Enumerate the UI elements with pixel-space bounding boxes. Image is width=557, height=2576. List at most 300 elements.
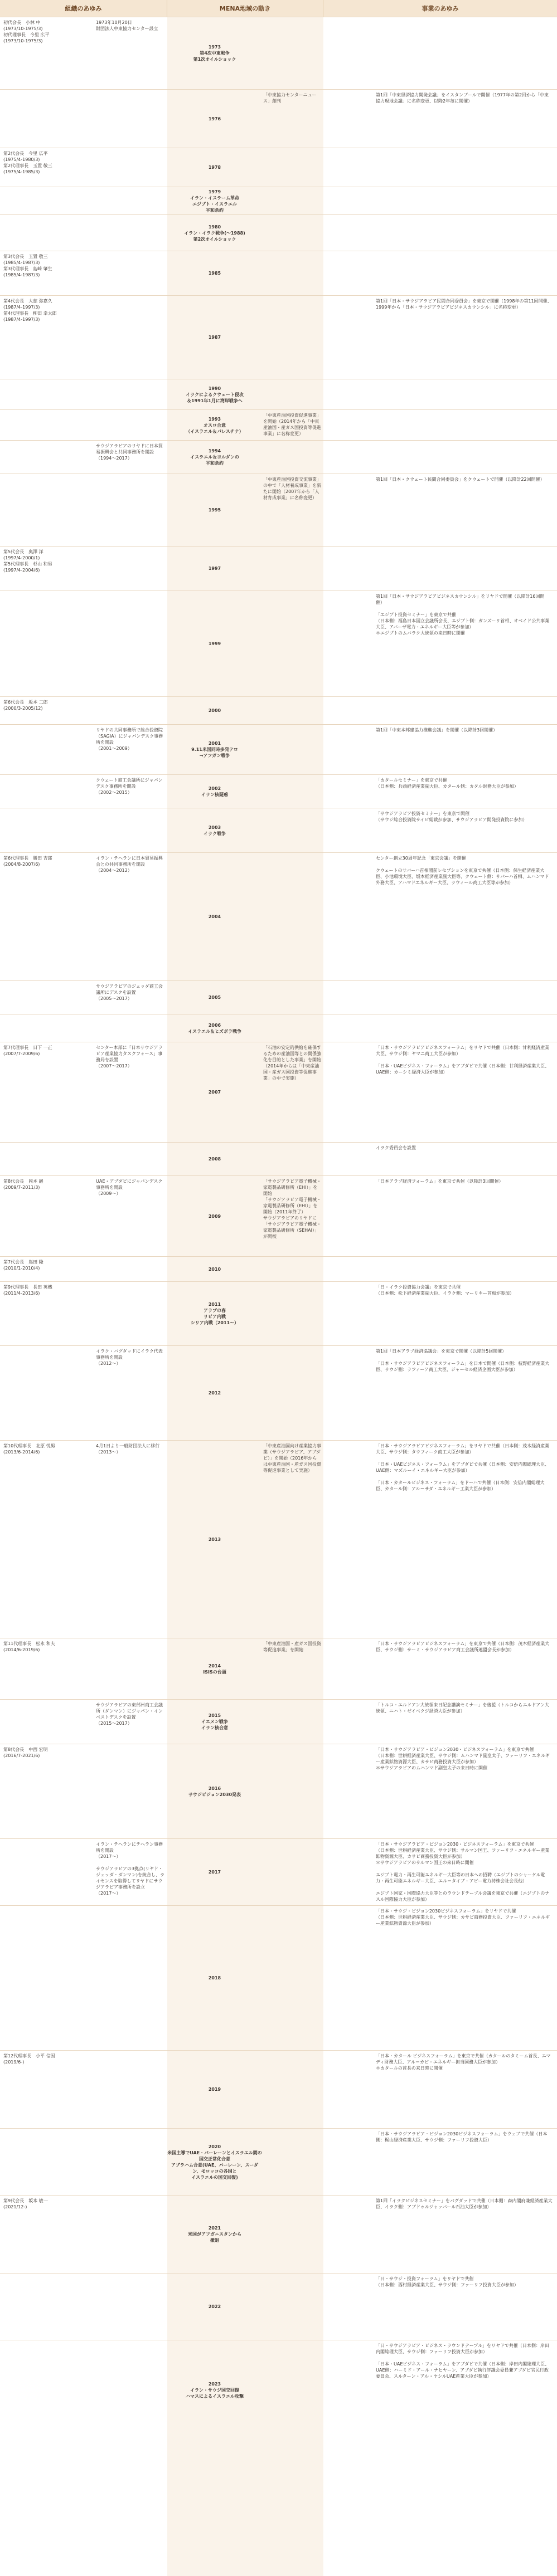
mena-cell — [167, 775, 323, 808]
year-box — [167, 547, 262, 591]
year-label: 1976 — [208, 116, 221, 121]
business-cell — [323, 547, 557, 591]
org-events: イラク・バグダッドにイラク代表事務所を開設 （2012〜） — [96, 1349, 163, 1366]
table-row — [0, 1256, 557, 1281]
org-officers: 第12代理事長 小平 信因 (2019/6-) — [3, 2053, 55, 2065]
org-cell — [0, 148, 167, 187]
year-box — [167, 1346, 262, 1440]
year-box — [167, 2340, 262, 2440]
year-box — [167, 853, 262, 980]
business-cell — [323, 148, 557, 187]
org-officers: 第9代理事長 長田 英機 (2011/4-2013/6) — [3, 1285, 52, 1296]
org-cell — [0, 547, 167, 591]
year-label: 2020 — [208, 2144, 221, 2149]
year-box — [167, 2129, 262, 2195]
mena-event: イラン核疑惑 — [201, 792, 228, 797]
org-officers: 第6代理事長 勝田 吉郎 (2004/8-2007/6) — [3, 856, 52, 867]
mena-cell — [167, 251, 323, 295]
year-box — [167, 1176, 262, 1256]
table-row — [0, 1838, 557, 1905]
mena-event: 9.11米国同時多発テロ →アフガン戦争 — [191, 747, 238, 758]
mena-cell — [167, 1906, 323, 2050]
mena-event: 米国主導でUAE・バーレーンとイスラエル間の国交正常化合意 アブラハム合意(UAE、バーレーン、スーダン、モロッコの各国と イスラエルの国交回復) — [167, 2150, 262, 2180]
business-cell — [323, 697, 557, 725]
mena-cell — [167, 379, 323, 409]
org-events: サウジアラビアの東部州商工会議所（ダンマン）にジャパン・インベストデスクを設置 （2015〜2017） — [96, 1702, 163, 1726]
japan-program: 「中東産油国投資促進事業」を開始（2014年から「中東産油国・産ガス国投資等促進事業」に名称変更） — [263, 413, 321, 436]
org-cell — [0, 697, 167, 725]
business-event: 「カタールセミナー」を東京で共催 （日本側：兵頭経済産業副大臣、カタール側：カタル財務大臣が参加） — [376, 778, 519, 789]
mena-event: イラクによるクウェート侵攻 ＆1991年1月に湾岸戦争へ — [186, 392, 244, 403]
year-box — [167, 379, 262, 409]
business-event: 「日本・サウジアラビアビジネスフォーラム」をリヤドで共催（日本側：甘利経済産業大臣、サウジ側：ヤマニ商工大臣が参加） 「日本・UAEビジネス・フォーラム」をアブダビで共催（日本側：甘利経済産業大臣、UAE側：カーシミ経済大臣が参加） — [376, 1045, 550, 1075]
year-box — [167, 981, 262, 1014]
business-cell — [323, 474, 557, 547]
business-cell — [323, 1143, 557, 1176]
table-row — [0, 774, 557, 808]
business-event: 「日本・サウジアラビアビジネスフォーラム」を東京で共催（日本側：茂木経済産業大臣、サウジ側：サーミ・サウジアラビア商工会議所連盟会長が参加） — [376, 1641, 550, 1652]
table-row — [0, 980, 557, 1014]
business-cell — [323, 2273, 557, 2340]
business-event: 「サウジアラビア投資セミナー」を東京で開催 （サウジ総合投資院サイビ総裁が参加、サウジアラビア開発投資院に参加） — [376, 811, 527, 822]
year-box — [167, 2273, 262, 2340]
year-label: 2016 — [208, 1785, 221, 1791]
mena-cell — [167, 1346, 323, 1440]
business-cell — [323, 1744, 557, 1839]
year-box — [167, 1744, 262, 1838]
business-cell — [323, 17, 557, 90]
org-cell — [0, 1143, 167, 1176]
org-events: UAE・アブダビにジャパンデスク事務所を開設 （2009〜） — [96, 1179, 163, 1196]
year-label: 2001 — [208, 741, 221, 746]
japan-program: 「中東産油国・産ガス国投資等促進事業」を開始 — [263, 1641, 321, 1652]
year-box — [167, 441, 262, 474]
japan-program: 「石油の安定的供給を確保するための産油国等との関係強化を目的とした事業」を開始 （2014年からは「中東産油国・産ガス国投資等促進事業」の中で実施） — [263, 1045, 321, 1081]
year-label: 2003 — [208, 824, 221, 830]
table-row — [0, 696, 557, 724]
business-event: 第1回「日本・サウジアラビアビジネスカウンシル」をリヤドで開催（以降計16回開催） 「エジプト投資セミナー」を東京で共催 （日本側：福島日本国立会議所会長、エジプト側：ガンズーリ首相、オベイド公共事業大臣、アバーザ電力・エネルギー大臣等が参加） ＊エジプトのムバラク大統領の来日時に開催 — [376, 594, 550, 636]
table-row — [0, 440, 557, 474]
org-cell — [0, 591, 167, 697]
table-row — [0, 1699, 557, 1744]
year-label: 1987 — [208, 335, 221, 340]
table-row — [0, 1638, 557, 1699]
mena-cell — [167, 1176, 323, 1256]
year-box — [167, 17, 262, 89]
business-event: 第1回「中東経済協力開発会議」をイスタンブールで開催（1977年の第2回から「中東協力現地会議」に名称変更、以降2年毎に開催） — [376, 92, 549, 104]
header-organization: 組織のあゆみ — [0, 0, 167, 17]
mena-cell — [167, 187, 323, 214]
mena-cell — [167, 2051, 323, 2128]
business-cell — [323, 1839, 557, 1906]
org-officers: 第2代会長 今里 広平 (1975/4-1980/3) 第2代理事長 玉置 敬三 (1975/4-1985/3) — [3, 151, 52, 174]
mena-event: ISISの台頭 — [203, 1669, 226, 1675]
year-box — [167, 1014, 262, 1042]
year-box — [167, 1143, 262, 1175]
table-row — [0, 17, 557, 89]
year-box — [167, 1282, 262, 1345]
year-label: 2021 — [208, 2226, 221, 2231]
org-cell — [0, 215, 167, 251]
org-cell — [0, 1042, 167, 1143]
table-row — [0, 1042, 557, 1142]
org-cell — [0, 1282, 167, 1346]
year-box — [167, 1700, 262, 1744]
mena-cell — [167, 1441, 323, 1638]
org-officers: 第3代会長 玉置 敬三 (1985/4-1987/3) 第3代理事長 島崎 肇生 (1985/4-1987/3) — [3, 254, 52, 277]
org-officers: 第7代理事長 日下 一正 (2007/7-2009/6) — [3, 1045, 52, 1056]
business-event: イラク委員会を設置 — [376, 1145, 416, 1150]
org-officers: 第5代会長 奥澤 洋 (1997/4-2000/1) 第5代理事長 杉山 和男 (1997/4-2004/6) — [3, 549, 52, 573]
table-row — [0, 295, 557, 379]
year-box — [167, 1906, 262, 2050]
mena-cell — [167, 296, 323, 379]
year-box — [167, 591, 262, 696]
japan-program: 「中東産油国投資交流事業」の中で「人材養成事業」を新たに開始（2007年から「人材育成事業」に名称変更） — [263, 477, 321, 500]
mena-cell — [167, 1014, 323, 1042]
mena-cell — [167, 1143, 323, 1175]
year-label: 2014 — [208, 1663, 221, 1668]
org-officers: 第8代会長 岡本 巖 (2009/7-2011/3) — [3, 1179, 43, 1190]
org-cell — [0, 1700, 167, 1744]
org-cell — [0, 474, 167, 547]
org-officers: 第11代理事長 松永 和夫 (2014/6-2019/6) — [3, 1641, 55, 1652]
business-cell — [323, 725, 557, 775]
table-row — [0, 591, 557, 696]
table-row — [0, 852, 557, 980]
mena-event: イスラエル＆ヒズボラ戦争 — [188, 1028, 241, 1034]
mena-cell — [167, 17, 323, 89]
mena-cell — [167, 725, 323, 774]
year-label: 1973 — [208, 45, 221, 50]
org-cell — [0, 725, 167, 775]
mena-cell — [167, 148, 323, 187]
org-events: 4月1日より一般財団法人に移行 （2013〜） — [96, 1443, 160, 1455]
business-event: 「トルコ・エルドアン大統領来日記念講演セミナー」を後援（トルコからエルドアン大統領、ニハト・ゼイベクジ経済大臣が参加） — [376, 1702, 549, 1714]
mena-event: イラン・サウジ国交回復 ハマスによるイスラエル攻撃 — [186, 2388, 244, 2399]
mena-event: イエメン戦争 イラン核合意 — [201, 1719, 228, 1730]
business-cell — [323, 1257, 557, 1282]
org-cell — [0, 1441, 167, 1638]
mena-cell — [167, 1744, 323, 1838]
year-label: 2002 — [208, 786, 221, 791]
table-row — [0, 724, 557, 774]
table-row — [0, 546, 557, 591]
japan-program: 「中東協力センターニュース」創刊 — [263, 92, 317, 104]
mena-cell — [167, 591, 323, 696]
mena-event: イスラエル＆ヨルダンの 平和条約 — [190, 455, 239, 466]
japan-program: 「サウジアラビア電子機械・家電製品研修所（EHI）」を開始 「サウジアラビア電子機械・家電製品研修所（EHI）」を開始（2011年終了） サウジアラビアのリヤドに「サウジアラビア電子機械・家電製品研修所（SEHAI）」が開校 — [263, 1179, 321, 1239]
year-label: 2011 — [208, 1302, 221, 1307]
business-cell — [323, 441, 557, 474]
table-row — [0, 2273, 557, 2340]
mena-cell — [167, 215, 323, 251]
year-label: 1995 — [208, 508, 221, 513]
mena-cell — [167, 1700, 323, 1744]
business-cell — [323, 410, 557, 441]
year-label: 2009 — [208, 1213, 221, 1219]
business-cell — [323, 1441, 557, 1638]
business-cell — [323, 591, 557, 697]
org-events: リヤドの共同事務所で総合投資院（SAGIA）にジャパンデスク事務所を開設 （2001〜2009） — [96, 728, 163, 751]
org-events: イラン・テヘランにテヘラン事務所を開設 （2017〜） サウジアラビアの3拠点(リヤド・ジェッダ・ダンマン)を統合し、ライセンスを取得してリヤドにサウジアラビア事務所を設立 （2017〜） — [96, 1842, 165, 1896]
org-events: センター本部に「日本サウジアラビア産業協力タスクフォース」事務局を設置 （2007〜2017） — [96, 1045, 163, 1069]
business-event: 「日・サウジアラビア・ビジネス・ラウンドテーブル」をリヤドで共催（日本側：岸田内閣総理大臣、サウジ側：ファーリフ投資大臣が参加） 「日本・UAEビジネス・フォーラム」をアブダビで共催（日本側：岸田内閣総理大臣、UAE側：ハーミド・アール・ナヒヤーン、アブダビ執行評議会委員兼アブダビ官民行政委員会、スルターン・アル・ヤシルUAE産業大臣が参加） — [376, 2343, 550, 2379]
year-box — [167, 1257, 262, 1281]
org-events: クウェート商工会議所にジャパンデスク事務所を開設 （2002〜2015） — [96, 778, 163, 795]
year-label: 2012 — [208, 1391, 221, 1396]
mena-cell — [167, 1638, 323, 1699]
mena-cell — [167, 697, 323, 724]
org-cell — [0, 2340, 167, 2441]
org-officers: 第9代会長 坂本 敏一 (2021/12-) — [3, 2198, 48, 2209]
business-cell — [323, 981, 557, 1014]
year-label: 2010 — [208, 1266, 221, 1272]
org-cell — [0, 775, 167, 808]
org-cell — [0, 1257, 167, 1282]
org-cell — [0, 808, 167, 853]
year-label: 2000 — [208, 708, 221, 713]
mena-event: イラン・イスラーム革命 エジプト・イスラエル 平和条約 — [190, 195, 239, 213]
mena-event: オスロ合意 （イスラエル＆パレスチナ） — [186, 422, 244, 434]
org-cell — [0, 2196, 167, 2273]
year-label: 2022 — [208, 2304, 221, 2309]
business-cell — [323, 1042, 557, 1143]
business-event: 「日本・サウジアラビア・ビジョン2030・ビジネスフォーラム」を東京で共催 （日本側：世耕経済産業大臣、サウジ側：サルマン国王、ファーリフ・エネルギー産業鉱物資源大臣、カサビ商務投資大臣が参加） ＊サウジアラビアのサルマン国王の来日時に開催 エジプト電力・再生可能エネルギー大臣等の日本への招聘（エジプトのシャーケル電力・再生可能エネルギー大臣、エル＝タイブ・アビー電力持株会社会長他） エジプト国家・国際協力大臣等とのラウンドテーブル会議を東京で共催（エジプトのナスル国際協力大臣が参加） — [376, 1842, 550, 1902]
mena-cell — [167, 441, 323, 474]
year-box — [167, 1441, 262, 1638]
org-cell — [0, 379, 167, 410]
year-box — [167, 1638, 262, 1699]
mena-event: 米国がアフガニスタンから 撤退 — [188, 2232, 241, 2243]
business-event: 「日・サウジ・投資フォーラム」をリヤドで共催 （日本側：西村経済産業大臣、サウジ側：ファーリフ投資大臣が参加） — [376, 2276, 519, 2287]
year-box — [167, 2051, 262, 2128]
mena-cell — [167, 1282, 323, 1345]
year-label: 2007 — [208, 1090, 221, 1095]
business-cell — [323, 1700, 557, 1744]
org-officers: 第8代会長 中西 宏明 (2016/7-2021/6) — [3, 1747, 48, 1758]
year-box — [167, 410, 262, 440]
year-label: 2005 — [208, 995, 221, 1000]
year-box — [167, 215, 262, 251]
year-label: 1993 — [208, 416, 221, 422]
year-label: 2015 — [208, 1713, 221, 1718]
business-event: 第1回「イラクビジネスセミナー」をバグダッドで共催（日本側：森内閣府兼経済産業大臣、イラク側：アブドゥルジャッバール石油大臣が参加） — [376, 2198, 553, 2209]
year-box — [167, 1839, 262, 1905]
year-label: 1978 — [208, 165, 221, 170]
org-officers: 初代会長 小林 中 (1973/10-1975/3) 初代理事長 今里 広平 (1973/10-1975/3) — [3, 20, 50, 43]
mena-cell — [167, 808, 323, 852]
year-box — [167, 474, 262, 546]
year-box — [167, 251, 262, 295]
mena-cell — [167, 547, 323, 591]
table-row — [0, 214, 557, 251]
mena-cell — [167, 2273, 323, 2340]
business-cell — [323, 1638, 557, 1700]
mena-cell — [167, 410, 323, 440]
year-label: 2017 — [208, 1870, 221, 1875]
business-cell — [323, 2340, 557, 2441]
org-officers: 第7代会長 嶌田 隆 (2010/1-2010/4) — [3, 1260, 43, 1271]
org-officers: 第4代会長 大慈 弥嘉久 (1987/4-1997/3) 第4代理事長 柳田 幸太郎 (1987/4-1997/3) — [3, 299, 57, 322]
org-cell — [0, 441, 167, 474]
business-event: 「日本・サウジアラビア・ビジョン2030ビジネスフォーラム」をウェブで共催（日本側：梶山経済産業大臣、サウジ側：ファーリフ投資大臣） — [376, 2131, 548, 2143]
business-cell — [323, 1282, 557, 1346]
mena-cell — [167, 2196, 323, 2273]
year-box — [167, 90, 262, 148]
org-cell — [0, 1176, 167, 1257]
org-cell — [0, 251, 167, 296]
year-label: 2004 — [208, 914, 221, 919]
table-row — [0, 379, 557, 409]
business-event: センター創立30周年記念「東京会議」を開催 クウェートのサバーハ首相閣前レセプションを東京で共催（日本側：保生経済産業大臣、小池環境大臣、坂本経済産業副大臣等、クウェート側：サバーハ首相、ムハンマド外務大臣、アハマドエネルギー大臣、ラウィール商工大臣等が参加） — [376, 856, 549, 885]
business-cell — [323, 1014, 557, 1042]
table-row — [0, 808, 557, 852]
japan-program: 「中東産油国向け産業協力事業（サウジアラビア、アブダビ）」を開始（2016年からは中東産油国・産ガス国投資等促進事業として実施） — [263, 1443, 321, 1473]
year-label: 1999 — [208, 641, 221, 646]
year-box — [167, 2196, 262, 2273]
table-row — [0, 1142, 557, 1175]
org-events: サウジアラビアのリヤドに日本貿易振興会と共同事務所を開設 （1994〜2017） — [96, 443, 163, 461]
mena-cell — [167, 2129, 323, 2195]
mena-event: アラブの春 リビア内戦 シリア内戦（2011〜） — [190, 1308, 239, 1325]
org-cell — [0, 1346, 167, 1441]
business-event: 「日本・サウジ・ビジョン2030ビジネスフォーラム」をリヤドで共催 （日本側：世耕経済産業大臣、サウジ側：カサビ商務投資大臣、ファーリフ・エネルギー産業鉱物資源大臣が参加） — [376, 1909, 550, 1926]
business-cell — [323, 775, 557, 808]
year-label: 1990 — [208, 386, 221, 391]
org-cell — [0, 296, 167, 379]
table-row — [0, 148, 557, 187]
mena-cell — [167, 474, 323, 546]
org-cell — [0, 853, 167, 981]
table-row — [0, 409, 557, 440]
header-mena: MENA地域の動き — [167, 0, 323, 17]
table-row — [0, 251, 557, 295]
table-row — [0, 1281, 557, 1345]
table-row — [0, 2050, 557, 2128]
year-label: 2013 — [208, 1536, 221, 1542]
org-officers: 第6代会長 坂本 二郎 (2000/3-2005/12) — [3, 700, 48, 711]
org-cell — [0, 17, 167, 90]
org-events: サウジアラビアのジェッダ商工会議所にデスクを設置 （2005〜2017） — [96, 984, 163, 1001]
mena-cell — [167, 1257, 323, 1281]
year-label: 2018 — [208, 1975, 221, 1980]
year-label: 2006 — [208, 1022, 221, 1028]
business-cell — [323, 90, 557, 148]
business-cell — [323, 808, 557, 853]
year-box — [167, 187, 262, 214]
table-row — [0, 1014, 557, 1042]
org-cell — [0, 1906, 167, 2051]
year-box — [167, 148, 262, 187]
business-cell — [323, 215, 557, 251]
org-events: 1973年10月20日 財団法人中東協力センター設立 — [96, 20, 158, 31]
table-row — [0, 2128, 557, 2195]
year-label: 1979 — [208, 189, 221, 194]
mena-event: サウジビジョン2030発表 — [188, 1792, 241, 1797]
org-events: イラン・テヘランに日本貿易振興会との共同事務所を開設 （2004〜2012） — [96, 856, 163, 873]
table-row — [0, 1440, 557, 1638]
year-label: 2023 — [208, 2382, 221, 2387]
year-box — [167, 808, 262, 852]
year-box — [167, 296, 262, 379]
business-cell — [323, 1346, 557, 1441]
year-label: 1980 — [208, 224, 221, 230]
year-box — [167, 775, 262, 808]
header-business: 事業のあゆみ — [323, 0, 557, 17]
business-cell — [323, 853, 557, 981]
org-cell — [0, 2129, 167, 2196]
mena-cell — [167, 981, 323, 1014]
table-row — [0, 187, 557, 214]
org-cell — [0, 1744, 167, 1839]
business-cell — [323, 251, 557, 296]
business-cell — [323, 2196, 557, 2273]
year-label: 1985 — [208, 271, 221, 276]
business-event: 「日・イラク投資協力会議」を東京で共催 （日本側：松下経済産業副大臣、イラク側：マーリキー首相が参加） — [376, 1285, 514, 1296]
table-row — [0, 2340, 557, 2440]
org-cell — [0, 1839, 167, 1906]
org-cell — [0, 90, 167, 148]
mena-cell — [167, 1042, 323, 1142]
business-event: 「日本アラブ経済フォーラム」を東京で共催（以降計3回開催） — [376, 1179, 503, 1184]
table-row — [0, 1345, 557, 1440]
table-row — [0, 474, 557, 546]
org-cell — [0, 1638, 167, 1700]
year-box — [167, 725, 262, 774]
year-box — [167, 1042, 262, 1142]
business-cell — [323, 2129, 557, 2196]
table-row — [0, 1905, 557, 2050]
org-cell — [0, 2273, 167, 2340]
year-box — [167, 697, 262, 724]
business-cell — [323, 1176, 557, 1257]
org-officers: 第10代理事長 北原 悦男 (2013/6-2014/6) — [3, 1443, 55, 1455]
business-event: 「日本・サウジアラビアビジネスフォーラム」をリヤドで共催（日本側：茂木経済産業大臣、サウジ側：タウフィーク商工大臣が参加） 「日本・UAEビジネス・フォーラム」をアブダビで共催（日本側：安倍内閣総理大臣、UAE側：マズルーイ・エネルギー大臣が参加） 「日本・カタールビジネス・フォーラム」をドーハで共催（日本側：安倍内閣総理大臣、カタール側：アル＝サダ・エネルギー工業大臣が参加） — [376, 1443, 550, 1491]
mena-cell — [167, 2340, 323, 2440]
mena-cell — [167, 853, 323, 980]
mena-event: イラク戦争 — [204, 831, 226, 836]
org-cell — [0, 981, 167, 1014]
business-cell — [323, 187, 557, 215]
business-cell — [323, 1906, 557, 2051]
business-event: 第1回「日本・クウェート民間合同委員会」をクウェートで開催（以降計22回開催） — [376, 477, 545, 482]
mena-cell — [167, 1839, 323, 1905]
org-cell — [0, 187, 167, 215]
business-cell — [323, 379, 557, 410]
table-row — [0, 89, 557, 148]
business-event: 第1回「日本アラブ経済協議会」を東京で開催（以降計5回開催） 「日本・サウジアラビアビジネスフォーラム」を日本で開催（日本側：枝野経済産業大臣、サウジ側：ラフィーア商工大臣、ジャーセル経済企画大臣が参加） — [376, 1349, 550, 1372]
year-label: 2019 — [208, 2087, 221, 2092]
table-row — [0, 1175, 557, 1256]
year-label: 1997 — [208, 566, 221, 571]
table-row — [0, 2195, 557, 2273]
table-row — [0, 1744, 557, 1838]
mena-event: イラン・イラク戦争(〜1988) 第2次オイルショック — [184, 230, 245, 242]
org-cell — [0, 410, 167, 441]
year-label: 1994 — [208, 448, 221, 453]
mena-cell — [167, 90, 323, 148]
business-event: 第1回「日本・サウジアラビア民間合同委員会」を東京で開催（1998年の第11回開催、1999年から「日本・サウジアラビアビジネスカウンシル」に名称変更） — [376, 299, 552, 310]
mena-event: 第4次中東戦争 第1次オイルショック — [193, 51, 236, 62]
business-event: 「日本・サウジアラビア・ビジョン2030・ビジネスフォーラム」を東京で共催 （日本側：世耕経済産業大臣、サウジ側：ムハンマド副皇太子、ファーリフ・エネルギー産業鉱物資源大臣、カサビ商務投資大臣が参加） ＊サウジアラビアのムハンマド副皇太子の来日時に開催 — [376, 1747, 550, 1770]
business-event: 「日本・カタール ビジネスフォーラム」を東京で共催（カタールのタミーム首長、エマディ財務大臣、アル＝カビ・エネルギー担当国務大臣が参加） ＊カタールの首長の来日時に開催 — [376, 2053, 551, 2071]
business-cell — [323, 296, 557, 379]
org-cell — [0, 2051, 167, 2129]
year-label: 2008 — [208, 1157, 221, 1162]
business-cell — [323, 2051, 557, 2129]
org-cell — [0, 1014, 167, 1042]
